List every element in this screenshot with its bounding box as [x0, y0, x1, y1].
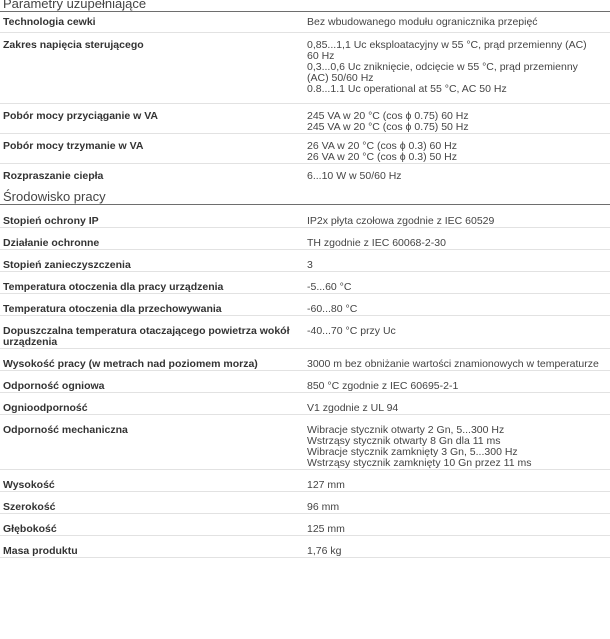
- table-row: [0, 393, 610, 415]
- row-value: 3000 m bez obniżanie wartości znamionowych w temperaturze: [303, 349, 610, 371]
- row-value: TH zgodnie z IEC 60068-2-30: [303, 228, 610, 250]
- row-label: Głębokość: [0, 514, 303, 536]
- table-row: [0, 492, 610, 514]
- table-row: [0, 536, 610, 558]
- table-row: [0, 514, 610, 536]
- row-value: IP2x płyta czołowa zgodnie z IEC 60529: [303, 205, 610, 228]
- row-label: Technologia cewki: [0, 12, 303, 32]
- table-row: [0, 371, 610, 393]
- row-value: 245 VA w 20 °C (cos ϕ 0.75) 60 Hz 245 VA w 20 °C (cos ϕ 0.75) 50 Hz: [303, 103, 610, 133]
- row-label: Odporność mechaniczna: [0, 415, 303, 470]
- row-value: 26 VA w 20 °C (cos ϕ 0.3) 60 Hz 26 VA w 20 °C (cos ϕ 0.3) 50 Hz: [303, 133, 610, 163]
- row-value: Wibracje stycznik otwarty 2 Gn, 5...300 Hz Wstrząsy stycznik otwarty 8 Gn dla 11 ms Wibracje stycznik zamknięty 3 Gn, 5...300 Hz Wstrząsy stycznik zamknięty 10 Gn przez 11 ms: [303, 415, 610, 470]
- row-label: Pobór mocy przyciąganie w VA: [0, 103, 303, 133]
- row-label: Wysokość: [0, 470, 303, 492]
- table-row: [0, 316, 610, 349]
- row-value: 0,85...1,1 Uc eksploatacyjny w 55 °C, prąd przemienny (AC) 60 Hz 0,3...0,6 Uc zniknięcie, odcięcie w 55 °C, prąd przemienny (AC) 50/60 Hz 0.8...1.1 Uc operational at 55 °C, AC 50 Hz: [303, 32, 610, 103]
- table-row: [0, 228, 610, 250]
- row-label: Działanie ochronne: [0, 228, 303, 250]
- table-row: [0, 163, 610, 185]
- row-label: Rozpraszanie ciepła: [3, 169, 104, 182]
- table-row: [0, 250, 610, 272]
- table-row: [0, 205, 610, 228]
- row-label: Stopień zanieczyszczenia: [0, 250, 303, 272]
- row-value: -5...60 °C: [303, 272, 610, 294]
- row-label: Stopień ochrony IP: [0, 205, 303, 228]
- specs-table-parametry: [0, 12, 610, 185]
- row-value: 6...10 W w 50/60 Hz: [307, 169, 402, 182]
- row-value: 850 °C zgodnie z IEC 60695-2-1: [303, 371, 610, 393]
- table-row: [0, 349, 610, 371]
- table-row: [0, 103, 610, 133]
- row-label: Ognioodporność: [0, 393, 303, 415]
- table-row: [0, 32, 610, 103]
- table-row: [0, 415, 610, 470]
- section-title-srodowisko: Środowisko pracy: [0, 189, 610, 205]
- row-label: Szerokość: [0, 492, 303, 514]
- row-label: Temperatura otoczenia dla pracy urządzenia: [0, 272, 303, 294]
- row-value: 3: [303, 250, 610, 272]
- row-value: -60...80 °C: [303, 294, 610, 316]
- row-label: Odporność ogniowa: [0, 371, 303, 393]
- row-label: Pobór mocy trzymanie w VA: [0, 133, 303, 163]
- row-label: Wysokość pracy (w metrach nad poziomem morza): [0, 349, 303, 371]
- table-row: [0, 272, 610, 294]
- row-value: -40...70 °C przy Uc: [303, 316, 610, 349]
- row-value: 127 mm: [303, 470, 610, 492]
- row-value: Bez wbudowanego modułu ogranicznika przepięć: [303, 12, 610, 32]
- table-row: [0, 133, 610, 163]
- row-value: 1,76 kg: [303, 536, 610, 558]
- row-value: V1 zgodnie z UL 94: [303, 393, 610, 415]
- row-label: Dopuszczalna temperatura otaczającego powietrza wokół urządzenia: [0, 316, 303, 349]
- specs-table-srodowisko: [0, 205, 610, 558]
- table-row: [0, 470, 610, 492]
- table-row: [0, 12, 610, 32]
- row-label: Zakres napięcia sterującego: [0, 32, 303, 103]
- table-row: [0, 294, 610, 316]
- row-label: Masa produktu: [0, 536, 303, 558]
- row-value: 96 mm: [303, 492, 610, 514]
- section-title-parametry: Parametry uzupełniające: [0, 0, 610, 12]
- row-value: 125 mm: [303, 514, 610, 536]
- row-label: Temperatura otoczenia dla przechowywania: [0, 294, 303, 316]
